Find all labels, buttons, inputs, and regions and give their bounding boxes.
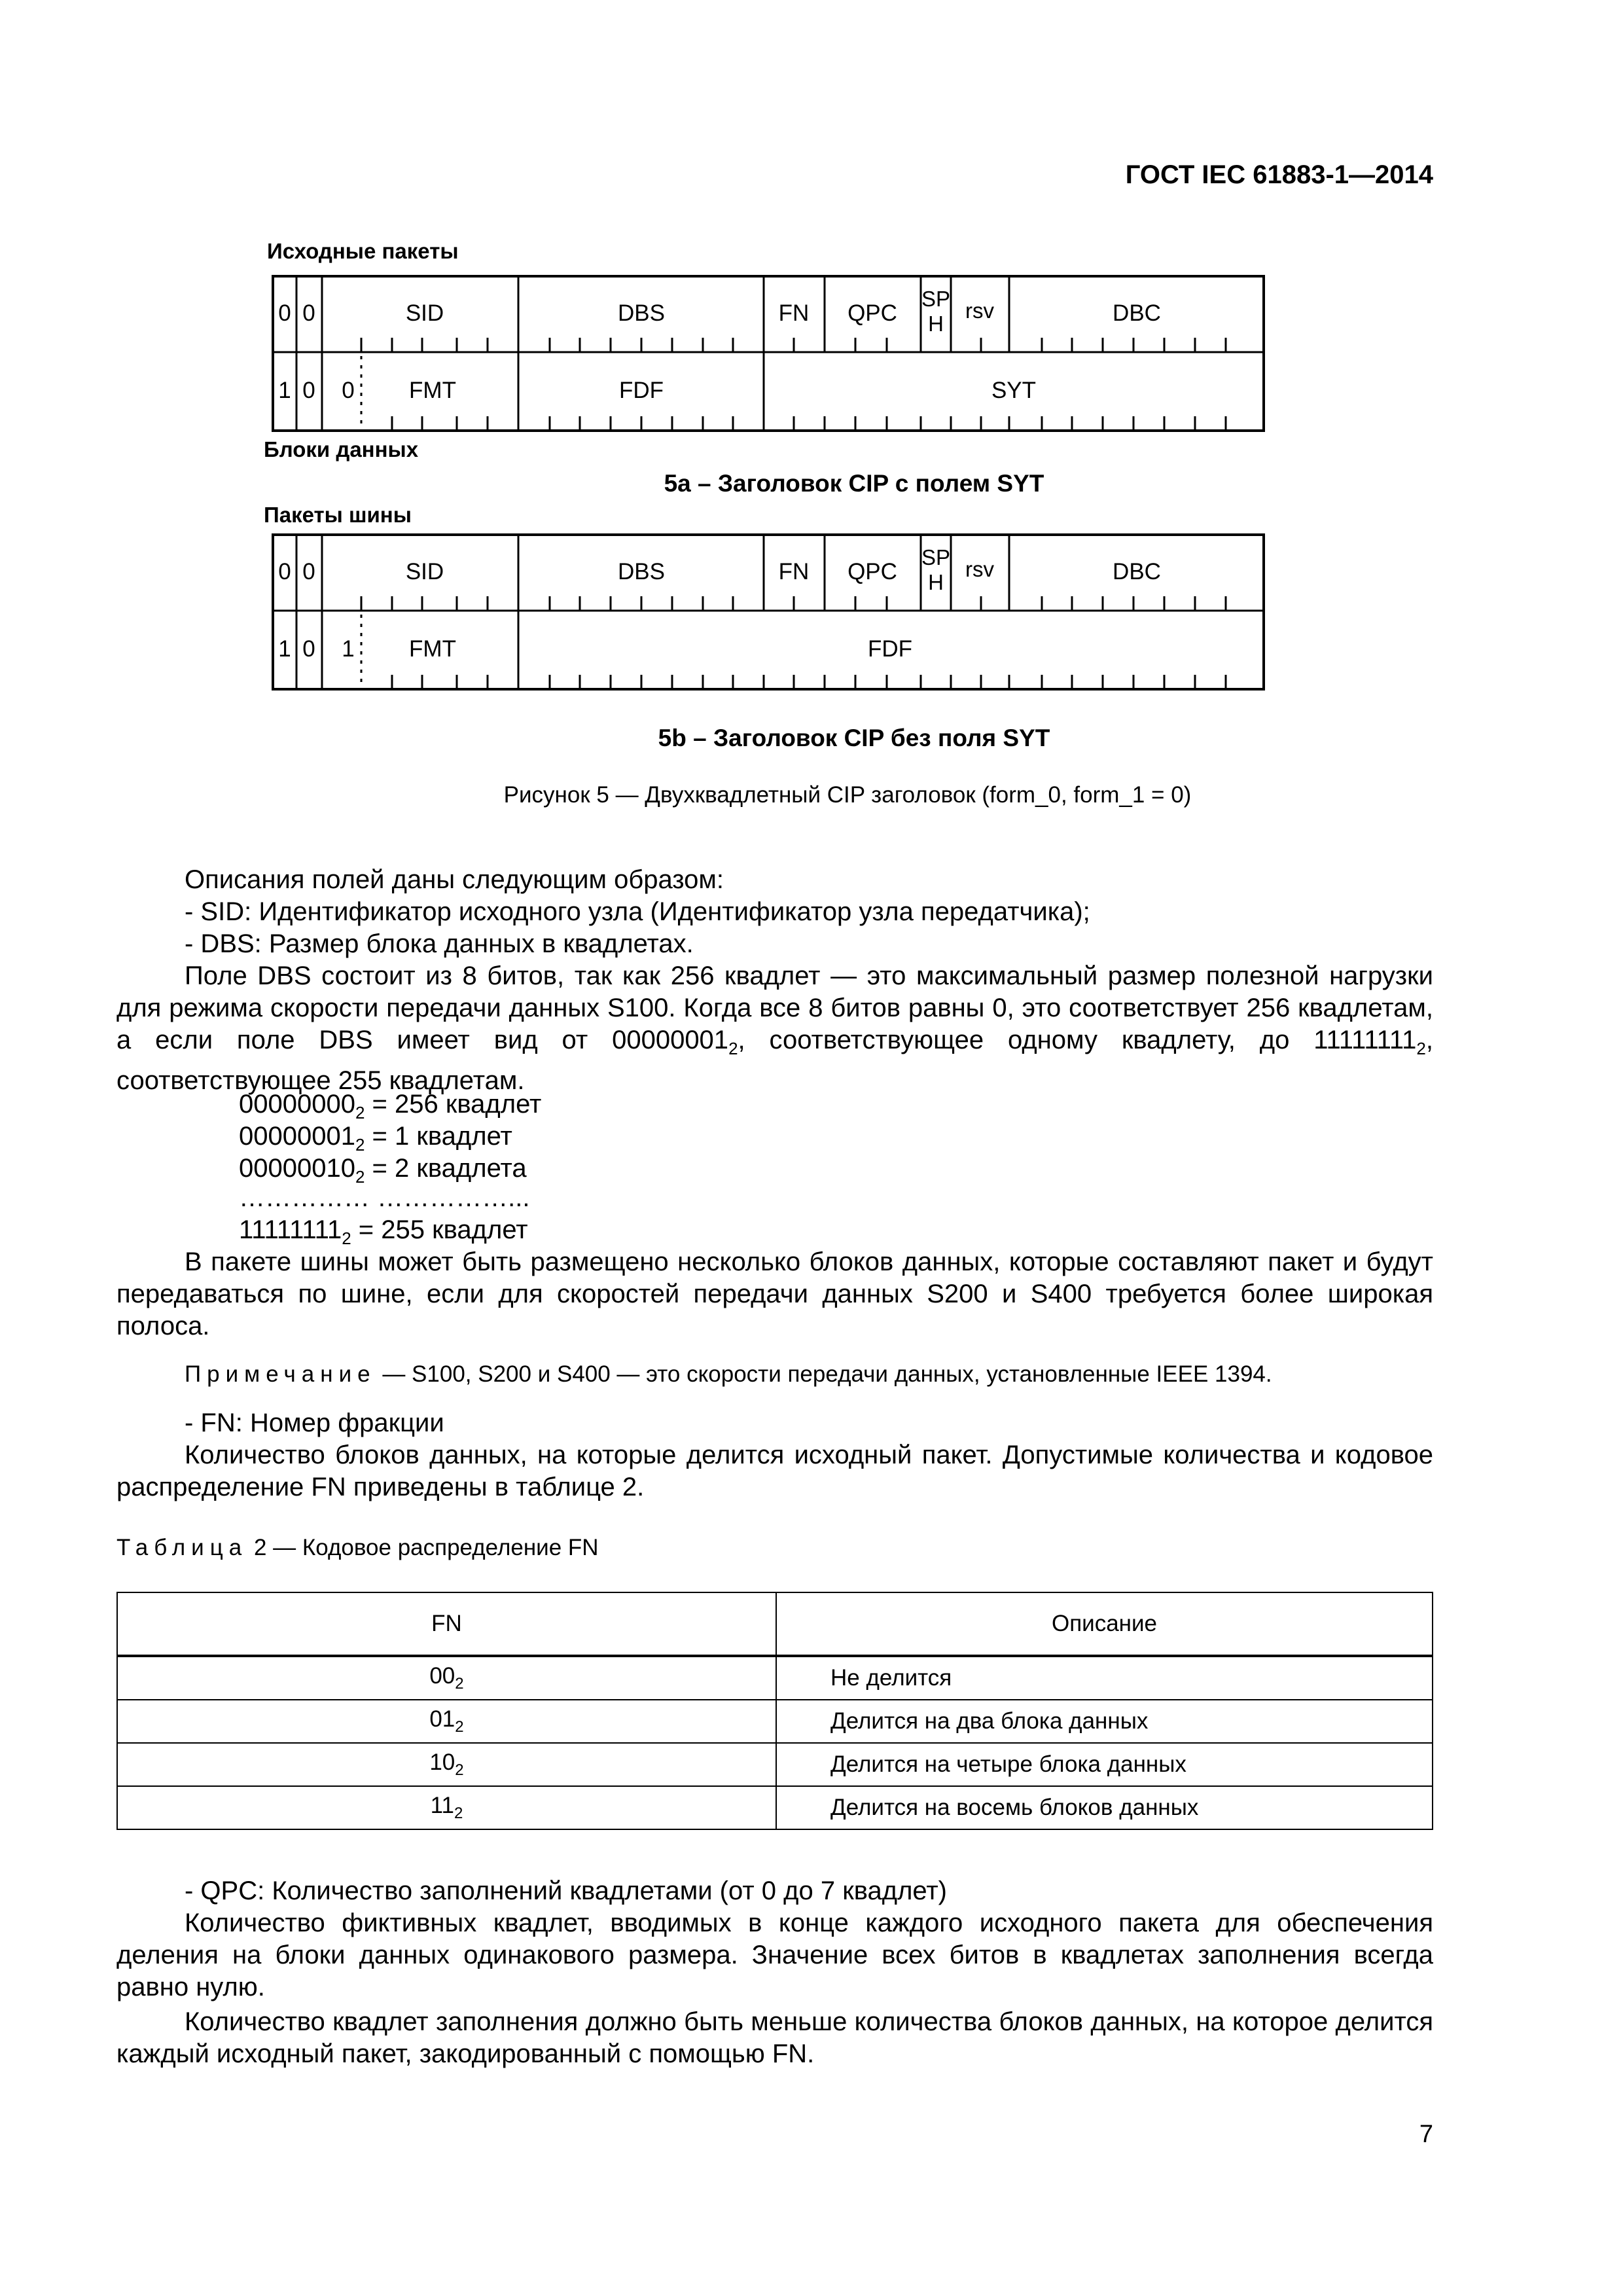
example-last: $11111111_2 = 255$ квадлет <box>239 1215 528 1248</box>
bus-packet-paragraph: В пакете шины может быть размещено несколько блоков данных, которые составляют пакет и будут передаваться по шине, если для скоростей передачи данных S200 и S400 требуется более широкая полоса. <box>116 1247 1433 1340</box>
field-rsv: rsv <box>965 298 994 323</box>
fn-code-table <box>116 1592 1433 1830</box>
field-dbc: DBC <box>1113 559 1161 584</box>
standard-header: ГОСТ IEC 61883-1—2014 <box>1125 160 1433 189</box>
fields-intro: Описания полей даны следующим образом: <box>185 865 724 894</box>
bit-2: 1 <box>342 636 355 662</box>
cip-header-diagram-b <box>272 533 1266 692</box>
bit-1: 0 <box>302 378 315 403</box>
field-syt: SYT <box>991 378 1037 403</box>
bit-2: 0 <box>342 378 355 403</box>
field-dbs: DBS <box>618 559 665 584</box>
field-rsv: rsv <box>965 557 994 581</box>
qpc-paragraph-2: Количество квадлет заполнения должно быть меньше количества блоков данных, на которое делится каждый исходный пакет, закодированный с помощью FN. <box>116 2007 1433 2068</box>
example-ellipsis: …………… ……………... <box>239 1183 530 1212</box>
qpc-description: - QPC: Количество заполнений квадлетами (от 0 до 7 квадлет) <box>185 1876 947 1905</box>
field-fdf: FDF <box>867 636 913 662</box>
field-sph-top: SP <box>921 545 951 569</box>
field-sid: SID <box>405 559 444 584</box>
field-fmt: FMT <box>409 378 456 403</box>
note: Примечание — S100, S200 и S400 — это скорости передачи данных, установленные IEEE 1394. <box>185 1361 1272 1387</box>
table-header-fn: FN <box>117 1592 776 1656</box>
fn-description-cell: Делится на два блока данных <box>776 1700 1433 1743</box>
table-2-title: Таблица 2 — Кодовое распределение FN <box>116 1535 599 1560</box>
fn-code-cell: $10_2$ <box>117 1743 776 1786</box>
field-qpc: QPC <box>847 559 897 584</box>
figure-caption: Рисунок 5 — Двухквадлетный CIP заголовок (form_0, form_1 = 0) <box>503 782 1192 808</box>
cip-header-diagram-a <box>272 275 1266 432</box>
sid-description: - SID: Идентификатор исходного узла (Идентификатор узла передатчика); <box>185 897 1090 926</box>
bit-1: 0 <box>302 559 315 584</box>
fn-description: - FN: Номер фракции <box>185 1408 444 1437</box>
bit-0: 1 <box>278 636 291 662</box>
field-dbc: DBC <box>1113 300 1161 326</box>
fn-code-cell: $01_2$ <box>117 1700 776 1743</box>
table-row <box>117 1700 1433 1743</box>
fn-description-cell: Делится на восемь блоков данных <box>776 1786 1433 1829</box>
table-row <box>117 1743 1433 1786</box>
field-sph-bottom: H <box>928 570 944 594</box>
field-fn: FN <box>778 300 810 326</box>
figure-5a-title: 5а – Заголовок CIP с полем SYT <box>664 470 1044 497</box>
page-number: 7 <box>1419 2121 1433 2148</box>
bit-0: 0 <box>278 300 291 326</box>
data-blocks-label: Блоки данных <box>264 437 419 461</box>
table-row <box>117 1656 1433 1700</box>
fn-description-cell: Делится на четыре блока данных <box>776 1743 1433 1786</box>
field-fn: FN <box>778 559 810 584</box>
example-2: $00000010_2 = 2$ квадлета <box>239 1154 527 1187</box>
source-packets-label: Исходные пакеты <box>267 239 459 263</box>
bit-1: 0 <box>302 636 315 662</box>
dbs-description: - DBS: Размер блока данных в квадлетах. <box>185 929 694 958</box>
fn-paragraph: Количество блоков данных, на которые делится исходный пакет. Допустимые количества и кодовое распределение FN приведены в таблице 2. <box>116 1441 1433 1501</box>
field-sph-top: SP <box>921 287 951 311</box>
example-0: $00000000_2 = 256$ квадлет <box>239 1090 542 1122</box>
qpc-paragraph-1: Количество фиктивных квадлет, вводимых в конце каждого исходного пакета для обеспечения деления на блоки данных одинакового размера. Значение всех битов в квадлетах заполнения всегда равно нулю. <box>116 1909 1433 2001</box>
table-header-description: Описание <box>776 1592 1433 1656</box>
bit-0: 0 <box>278 559 291 584</box>
example-1: $00000001_2 = 1$ квадлет <box>239 1122 512 1155</box>
field-sid: SID <box>405 300 444 326</box>
bus-packets-label: Пакеты шины <box>264 503 412 527</box>
fn-code-cell: $11_2$ <box>117 1786 776 1829</box>
field-qpc: QPC <box>847 300 897 326</box>
field-sph-bottom: H <box>928 312 944 336</box>
fn-description-cell: Не делится <box>776 1656 1433 1700</box>
figure-5b-title: 5b – Заголовок CIP без поля SYT <box>658 725 1050 751</box>
field-dbs: DBS <box>618 300 665 326</box>
field-fdf: FDF <box>618 378 664 403</box>
dbs-paragraph: Поле DBS состоит из 8 битов, так как 256 квадлет — это максимальный размер полезной нагрузки для режима скорости передачи данных S100. Когда все 8 битов равны 0, это соответствует 256 квадлетам, а если поле DBS имеет вид от $00000001_2$, соответствующее одному квадлету, до $11111111_2$, соответствующее 255 квадлетам. <box>116 961 1433 1095</box>
table-row <box>117 1786 1433 1829</box>
bit-0: 1 <box>278 378 291 403</box>
field-fmt: FMT <box>409 636 456 662</box>
fn-code-cell: $00_2$ <box>117 1656 776 1700</box>
bit-1: 0 <box>302 300 315 326</box>
